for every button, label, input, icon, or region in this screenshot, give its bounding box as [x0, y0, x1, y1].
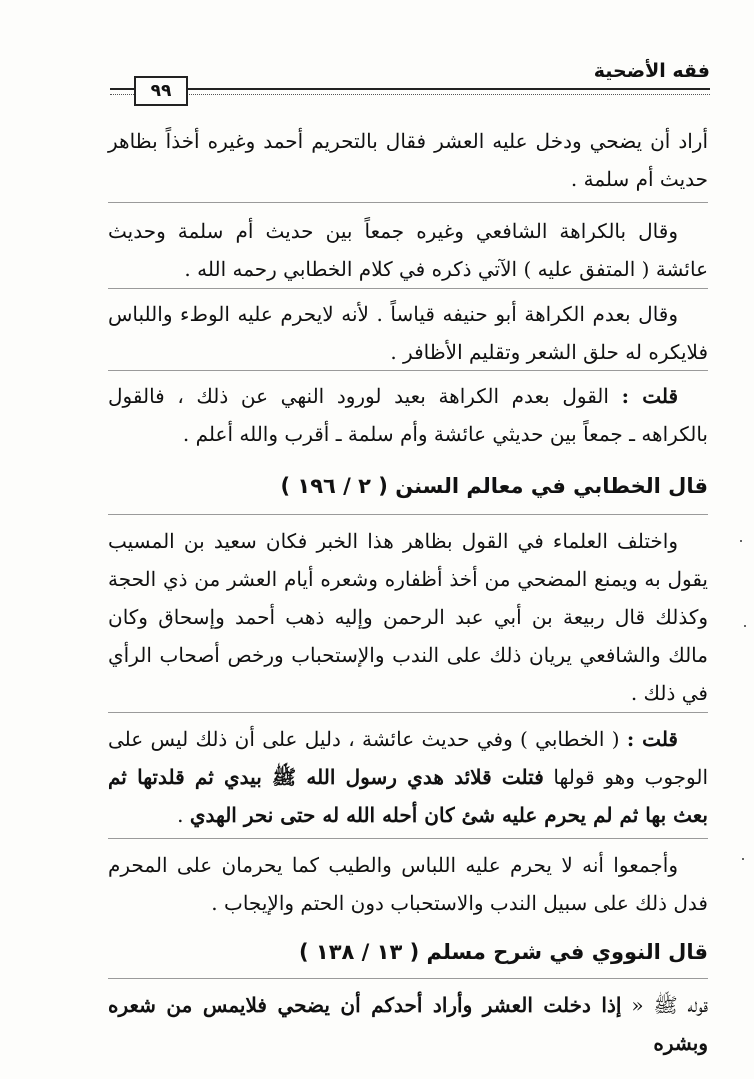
paragraph-6-text: ( الخطابي ) وفي حديث عائشة ، دليل على أن ذلك ليس على الوجوب وهو قولها — [108, 727, 709, 789]
note-label: قلت : — [626, 727, 678, 751]
divider — [108, 514, 708, 515]
header-dotted-rule — [110, 94, 710, 95]
paragraph-2 — [108, 212, 708, 288]
paragraph-7-text: وأجمعوا أنه لا يحرم عليه اللباس والطيب كما يحرمان على المحرم فدل ذلك على سبيل الندب والاستحباب دون الحتم والإيجاب . — [108, 853, 708, 915]
page-number: ٩٩ — [134, 76, 188, 106]
paragraph-5 — [108, 522, 708, 712]
divider — [108, 288, 708, 289]
divider — [108, 838, 708, 839]
paragraph-8-text: قوله ﷺ « — [631, 993, 708, 1017]
section-heading-nawawi: قال النووي في شرح مسلم ( ١٣ / ١٣٨ ) — [298, 940, 708, 964]
paragraph-4-text: القول بعدم الكراهة بعيد لورود النهي عن ذلك ، فالقول بالكراهه ـ جمعاً بين حديثي عائشة وأم سلمة ـ أقرب والله أعلم . — [108, 384, 708, 446]
paragraph-8 — [108, 986, 708, 1062]
paragraph-1-text: أراد أن يضحي ودخل عليه العشر فقال بالتحريم أحمد وغيره أخذاً بظاهر حديث أم سلمة . — [108, 129, 708, 191]
hadith-quote: إذا دخلت العشر وأراد أحدكم أن يضحي فلايمس من شعره وبشره — [108, 993, 708, 1055]
hadith-quote: فتلت قلائد هدي رسول الله ﷺ بيدي ثم قلدتها ثم بعث بها ثم لم يحرم عليه شئ كان أحله الله له حتى نحر الهدي — [108, 765, 708, 827]
note-label: قلت : — [621, 384, 679, 408]
divider — [108, 712, 708, 713]
page-header — [110, 58, 710, 108]
divider — [108, 978, 708, 979]
paragraph-7 — [108, 846, 708, 922]
divider — [108, 202, 708, 203]
paragraph-5-text: واختلف العلماء في القول بظاهر هذا الخبر فكان سعيد بن المسيب يقول به ويمنع المضحي من أخذ أظفاره وشعره أيام العشر من ذي الحجة وكذلك قال ربيعة بن أبي عبد الرحمن وإليه ذهب أحمد وإسحاق وكان مالك والشافعي يريان ذلك على الندب والإستحباب ورخص أصحاب الرأي في ذلك . — [108, 529, 708, 705]
book-title: فقه الأضحية — [593, 60, 710, 82]
scan-speck — [742, 858, 744, 860]
section-heading-khattabi: قال الخطابي في معالم السنن ( ٢ / ١٩٦ ) — [280, 474, 708, 498]
paragraph-6 — [108, 720, 708, 834]
paragraph-4 — [108, 377, 708, 453]
paragraph-3-text: وقال بعدم الكراهة أبو حنيفه قياساً . لأنه لايحرم عليه الوطء واللباس فلايكره له حلق الشعر وتقليم الأظافر . — [108, 302, 708, 364]
paragraph-3 — [108, 295, 708, 371]
divider — [108, 370, 708, 371]
scan-speck — [744, 625, 746, 627]
paragraph-1 — [108, 122, 708, 198]
paragraph-6-end: . — [177, 803, 184, 827]
header-rule — [110, 88, 710, 90]
scan-speck — [740, 540, 742, 542]
paragraph-2-text: وقال بالكراهة الشافعي وغيره جمعاً بين حديث أم سلمة وحديث عائشة ( المتفق عليه ) الآتي ذكره في كلام الخطابي رحمه الله . — [108, 219, 708, 281]
